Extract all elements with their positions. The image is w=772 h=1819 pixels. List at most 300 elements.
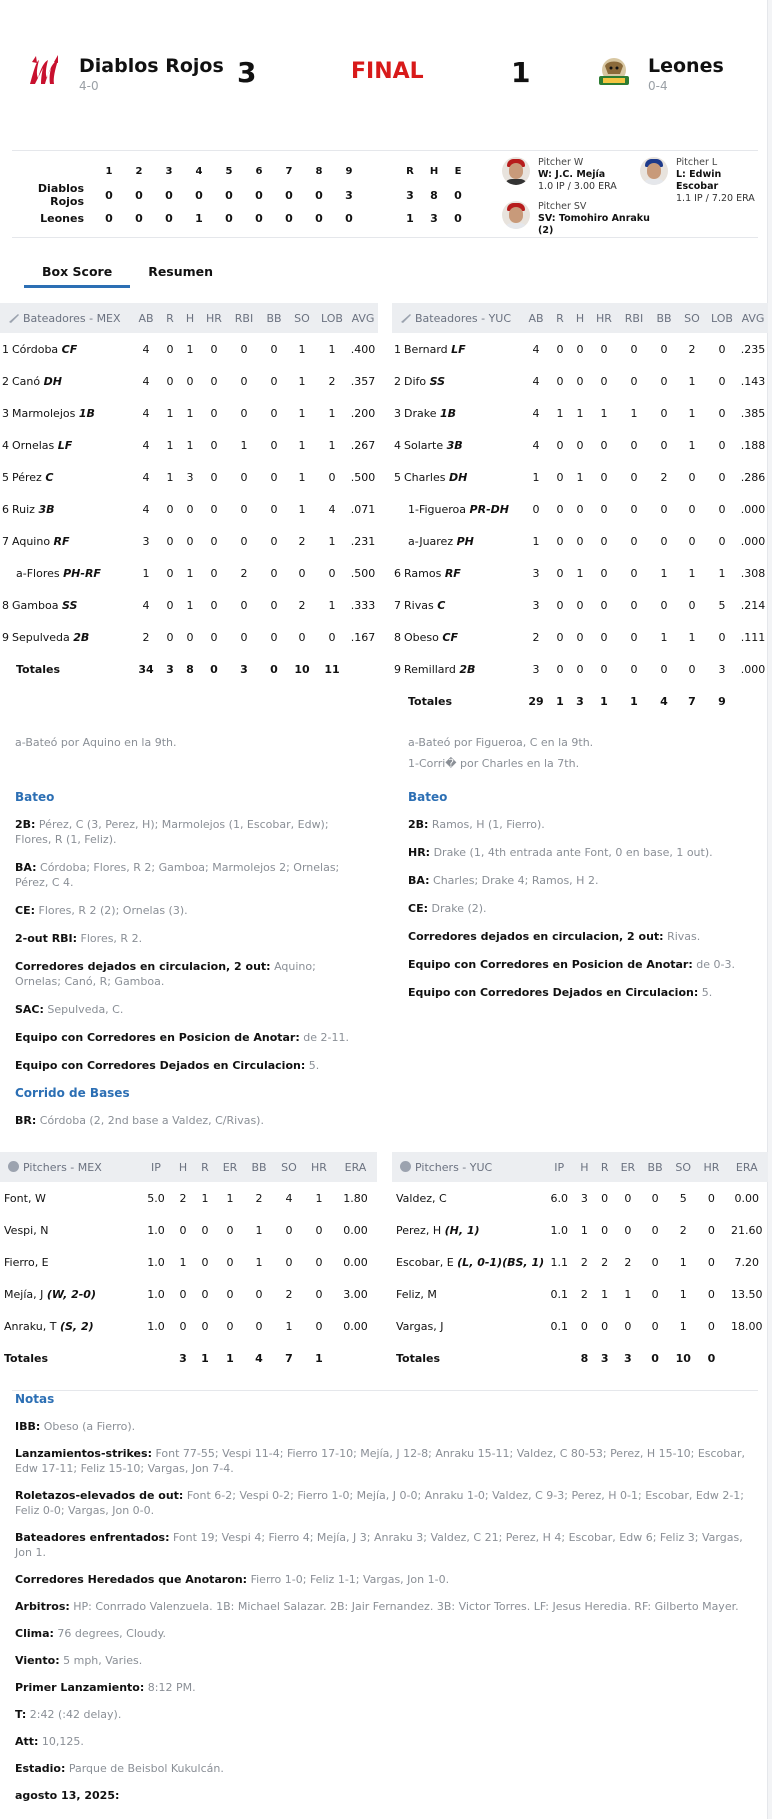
stat-cell: 0 <box>315 1287 323 1301</box>
batting-order: 5 <box>394 470 401 484</box>
linescore-total: 3 <box>406 188 414 202</box>
stat-cell: 0 <box>166 342 174 356</box>
game-note <box>15 1599 755 1614</box>
stat-col-header[interactable]: H <box>570 303 590 333</box>
stat-cell: 0 <box>556 502 564 516</box>
stat-cell: 1 <box>660 630 668 644</box>
batter-name[interactable]: Remillard <box>404 662 460 676</box>
stat-cell: .500 <box>350 470 376 484</box>
pitcher-cell <box>0 1310 140 1342</box>
pitcher-decision: (L, 0-1)(BS, 1) <box>457 1255 545 1269</box>
stat-cell: .188 <box>740 438 766 452</box>
batting-note <box>408 845 753 860</box>
inning-header: 7 <box>285 166 293 177</box>
stat-cell: 0 <box>600 630 608 644</box>
batter-position: 2B <box>459 662 476 676</box>
note-key: Corredores dejados en circulacion, 2 out: <box>15 960 271 973</box>
note-value: 2:42 (:42 delay). <box>26 1708 122 1721</box>
batter-position: SS <box>61 598 78 612</box>
batter-cell <box>392 653 522 685</box>
note-key: SAC: <box>15 1003 44 1016</box>
stat-cell: 0 <box>556 630 564 644</box>
stat-cell: 1.0 <box>147 1319 165 1333</box>
note-key: Estadio: <box>15 1762 66 1775</box>
stat-cell: 0 <box>630 342 638 356</box>
inning-header: 3 <box>165 166 173 177</box>
stat-col-header[interactable]: SO <box>274 1152 304 1182</box>
stat-cell: 0 <box>255 1319 263 1333</box>
batter-name[interactable]: Canó <box>12 374 44 388</box>
stat-col-header[interactable]: AVG <box>738 303 768 333</box>
stat-cell: 1 <box>298 438 306 452</box>
note-value: de 0-3. <box>692 958 735 971</box>
batter-name[interactable]: Marmolejos <box>12 406 79 420</box>
stat-cell: 1 <box>532 470 540 484</box>
batter-name[interactable]: Gamboa <box>12 598 62 612</box>
table-row <box>0 365 378 397</box>
decision-role: Pitcher L <box>676 157 718 168</box>
stat-cell: 0 <box>556 438 564 452</box>
stat-col-header[interactable]: IP <box>140 1152 172 1182</box>
note-key: Arbitros: <box>15 1600 70 1613</box>
stat-cell: .308 <box>740 566 766 580</box>
footnote: 1-Corri� por Charles en la 7th. <box>408 757 580 770</box>
stat-cell: 1 <box>298 406 306 420</box>
stat-cell: 1 <box>255 1255 263 1269</box>
stat-cell: 0 <box>166 534 174 548</box>
totals-label: Totales <box>396 1351 441 1365</box>
decision-line: (2) <box>538 225 554 236</box>
batter-cell <box>392 333 522 365</box>
batter-name[interactable]: a-Flores <box>16 566 64 580</box>
stat-col-header[interactable]: ER <box>615 1152 641 1182</box>
stat-col-header[interactable]: H <box>574 1152 594 1182</box>
stat-cell: 3 <box>532 598 540 612</box>
stat-cell: 0.00 <box>734 1191 760 1205</box>
stat-cell: 0 <box>580 1319 588 1333</box>
stat-cell: 0 <box>718 438 726 452</box>
stat-cell: 0 <box>707 1287 715 1301</box>
pitcher-decision: (H, 1) <box>444 1223 480 1237</box>
linescore-total: 0 <box>454 212 462 225</box>
pitching-table-mex <box>0 1152 377 1374</box>
note-key: Corredores Heredados que Anotaron: <box>15 1573 248 1586</box>
batter-name[interactable]: Ornelas <box>12 438 58 452</box>
note-value: Font 6-2; Vespi 0-2; Fierro 1-0; Mejía, J 0-0; Anraku 1-0; Valdez, C 9-3; Perez, H 0-1; Escobar, Edw 2-1; Feliz 0-0; Vargas, Jon 0-0. <box>15 1489 745 1517</box>
stat-cell: 5 <box>679 1191 687 1205</box>
batting-table-title <box>392 303 522 333</box>
stat-cell: 0 <box>328 470 336 484</box>
game-note <box>15 1707 755 1722</box>
batter-name[interactable]: Sepulveda <box>12 630 74 644</box>
stat-col-header[interactable]: R <box>595 1152 615 1182</box>
stat-cell: 1 <box>600 406 608 420</box>
stat-col-header[interactable]: HR <box>697 1152 725 1182</box>
stat-cell: 0 <box>210 566 218 580</box>
avatar <box>502 157 530 185</box>
stat-cell: 1 <box>580 1223 588 1237</box>
pitcher-cell <box>392 1182 544 1214</box>
note-value: Font 19; Vespi 4; Fierro 4; Mejía, J 3; Anraku 3; Valdez, C 21; Perez, H 4; Escobar, Edw 6; Feliz 3; Vargas, Jon 1. <box>15 1531 743 1559</box>
table-row <box>392 1214 768 1246</box>
stat-cell: 4 <box>328 502 336 516</box>
stat-cell: 1 <box>630 406 638 420</box>
inning-header: 1 <box>105 166 113 177</box>
stat-cell: 0 <box>556 566 564 580</box>
batting-section-title: Bateo <box>408 790 448 804</box>
note-key: Lanzamientos-strikes: <box>15 1447 152 1460</box>
batter-name[interactable]: Ramos <box>404 566 445 580</box>
pitcher-name[interactable]: Fierro, E <box>4 1255 49 1269</box>
note-value: Font 77-55; Vespi 11-4; Fierro 17-10; Mejía, J 12-8; Anraku 15-11; Valdez, C 80-53; Perez, H 15-10; Escobar, Edw 17-11; Feliz 15-10; Vargas, Jon 7-4. <box>15 1447 746 1475</box>
stat-cell: 1 <box>576 470 584 484</box>
home-team-name[interactable]: Diablos Rojos <box>79 55 224 77</box>
batter-position: 3B <box>446 438 463 452</box>
total-cell: 7 <box>285 1351 293 1365</box>
batting-table-mex <box>0 303 378 685</box>
batter-cell <box>392 429 522 461</box>
view-tabs <box>24 262 231 288</box>
baseball-icon <box>400 1161 411 1172</box>
stat-cell: 0 <box>601 1319 609 1333</box>
batting-order: 6 <box>2 502 9 516</box>
stat-col-header[interactable]: HR <box>200 303 228 333</box>
spacer <box>364 161 398 182</box>
stat-cell: 2 <box>298 598 306 612</box>
inning-runs: 0 <box>135 188 143 202</box>
game-note <box>15 1788 755 1803</box>
batting-note <box>408 901 753 916</box>
stat-cell: 0 <box>660 342 668 356</box>
stat-col-header[interactable]: RBI <box>618 303 650 333</box>
avatar <box>640 157 668 185</box>
pitcher-name[interactable]: Valdez, C <box>396 1191 447 1205</box>
note-key: Equipo con Corredores Dejados en Circulacion: <box>408 986 699 999</box>
batting-order: 1 <box>2 342 9 356</box>
stat-cell: 0 <box>600 374 608 388</box>
batter-name[interactable]: Pérez <box>12 470 46 484</box>
stat-cell: 0 <box>600 598 608 612</box>
stat-col-header[interactable]: H <box>180 303 200 333</box>
note-key: IBB: <box>15 1420 41 1433</box>
batting-note <box>15 959 360 989</box>
table-row <box>392 1246 768 1278</box>
table-row <box>392 589 768 621</box>
stat-cell: 0 <box>166 630 174 644</box>
stat-col-header[interactable]: LOB <box>316 303 348 333</box>
batting-order: 8 <box>394 630 401 644</box>
batting-note <box>15 1058 360 1073</box>
pitcher-name[interactable]: Escobar, E <box>396 1255 458 1269</box>
stat-cell: 0.1 <box>550 1287 568 1301</box>
game-note <box>15 1446 755 1476</box>
stat-col-header[interactable]: H <box>172 1152 194 1182</box>
batter-name[interactable]: 1-Figueroa <box>408 502 470 516</box>
stat-col-header[interactable]: AB <box>522 303 550 333</box>
tab-box-score[interactable]: Box Score <box>24 262 130 288</box>
stat-cell: .000 <box>740 534 766 548</box>
stat-cell: 0 <box>660 598 668 612</box>
stat-cell: 0 <box>718 342 726 356</box>
batter-position: 1B <box>78 406 95 420</box>
stat-cell: 3 <box>580 1191 588 1205</box>
batter-name[interactable]: Obeso <box>404 630 443 644</box>
stat-cell: 0 <box>210 630 218 644</box>
game-note <box>15 1761 755 1776</box>
stat-cell: 0 <box>651 1255 659 1269</box>
stat-col-header[interactable]: SO <box>678 303 706 333</box>
stat-cell: 0 <box>718 406 726 420</box>
total-cell: 3 <box>576 694 584 708</box>
stat-col-header[interactable]: AVG <box>348 303 378 333</box>
total-cell: 11 <box>324 662 340 676</box>
stat-cell: 2 <box>688 342 696 356</box>
batter-name[interactable]: a-Juarez <box>408 534 457 548</box>
batter-name[interactable]: Bernard <box>404 342 452 356</box>
stat-cell: 0 <box>270 374 278 388</box>
stat-col-header[interactable]: SO <box>669 1152 697 1182</box>
linescore-team[interactable]: Leones <box>40 212 84 225</box>
batting-title-text: Bateadores - MEX <box>23 311 121 325</box>
stat-col-header[interactable]: IP <box>544 1152 574 1182</box>
stat-cell: 0 <box>601 1223 609 1237</box>
stat-cell: 0 <box>601 1191 609 1205</box>
stat-cell: 2 <box>601 1255 609 1269</box>
batter-name[interactable]: Charles <box>404 470 449 484</box>
stat-cell: 0 <box>285 1223 293 1237</box>
stat-cell: 0 <box>630 502 638 516</box>
stat-cell: 2 <box>298 534 306 548</box>
stat-cell: 2 <box>624 1255 632 1269</box>
stat-cell: 0 <box>201 1287 209 1301</box>
batting-order: 3 <box>2 406 9 420</box>
stat-cell: 0 <box>556 598 564 612</box>
total-cell: 3 <box>166 662 174 676</box>
inning-runs: 0 <box>345 212 353 225</box>
stat-col-header[interactable]: HR <box>590 303 618 333</box>
stat-cell: 0 <box>630 598 638 612</box>
note-key: Bateadores enfrentados: <box>15 1531 170 1544</box>
stat-cell: 0 <box>707 1223 715 1237</box>
stat-col-header[interactable]: BB <box>650 303 678 333</box>
linescore-header <box>12 161 470 182</box>
note-key: Primer Lanzamiento: <box>15 1681 145 1694</box>
game-note <box>15 1419 755 1434</box>
stat-cell: 2 <box>240 566 248 580</box>
batter-name[interactable]: Rivas <box>404 598 438 612</box>
stat-col-header[interactable]: LOB <box>706 303 738 333</box>
stat-cell: 1 <box>576 566 584 580</box>
save-pitcher[interactable] <box>502 201 650 237</box>
inning-runs: 3 <box>345 188 353 202</box>
pitcher-name[interactable]: Font, W <box>4 1191 46 1205</box>
stat-cell: 1 <box>166 470 174 484</box>
errors-header: E <box>454 166 462 177</box>
stat-cell: 1 <box>166 406 174 420</box>
stat-col-header[interactable]: R <box>550 303 570 333</box>
note-key: Equipo con Corredores en Posicion de Anotar: <box>408 958 693 971</box>
stat-cell: 0 <box>210 598 218 612</box>
pitcher-name[interactable]: Vargas, J <box>396 1319 444 1333</box>
stat-cell: 0 <box>707 1319 715 1333</box>
inning-header: 6 <box>255 166 263 177</box>
note-key: Roletazos-elevados de out: <box>15 1489 184 1502</box>
batter-name[interactable]: Drake <box>404 406 440 420</box>
stat-col-header[interactable]: SO <box>288 303 316 333</box>
batter-name[interactable]: Difo <box>404 374 430 388</box>
stat-col-header[interactable]: ERA <box>726 1152 768 1182</box>
pitcher-cell <box>0 1246 140 1278</box>
stat-cell: 0 <box>576 438 584 452</box>
stat-col-header[interactable]: ERA <box>334 1152 377 1182</box>
pitcher-cell <box>392 1246 544 1278</box>
total-cell <box>544 1342 574 1374</box>
stat-cell: 0 <box>328 630 336 644</box>
total-cell: 0 <box>270 662 278 676</box>
stat-cell: 7.20 <box>734 1255 760 1269</box>
stat-cell: 0.00 <box>343 1255 368 1269</box>
stat-cell: 1 <box>624 1287 632 1301</box>
pitcher-name[interactable]: Perez, H <box>396 1223 445 1237</box>
batter-name[interactable]: Aquino <box>12 534 54 548</box>
stat-cell: 1 <box>186 406 194 420</box>
stat-cell: 3 <box>532 662 540 676</box>
table-row <box>0 429 378 461</box>
total-cell <box>140 1342 172 1374</box>
stat-cell: 1 <box>298 470 306 484</box>
decision-pitcher: W: J.C. Mejía <box>538 169 606 180</box>
stat-cell: .231 <box>350 534 376 548</box>
pitching-title-text: Pitchers - YUC <box>415 1160 493 1174</box>
stat-col-header[interactable]: HR <box>304 1152 334 1182</box>
decision-role: Pitcher SV <box>538 201 587 212</box>
stat-cell: .000 <box>740 502 766 516</box>
stat-cell: 1 <box>688 630 696 644</box>
note-key: Att: <box>15 1735 39 1748</box>
stat-cell: 0 <box>624 1191 632 1205</box>
stat-cell: 0 <box>718 534 726 548</box>
stat-cell: 0 <box>210 502 218 516</box>
divider <box>12 1390 758 1391</box>
batting-note <box>408 929 753 944</box>
stat-col-header[interactable]: BB <box>260 303 288 333</box>
game-note <box>15 1734 755 1749</box>
stat-cell: 3 <box>186 470 194 484</box>
batter-position: DH <box>43 374 62 388</box>
stat-cell: 0 <box>600 502 608 516</box>
pitcher-name[interactable]: Vespi, N <box>4 1223 49 1237</box>
stat-cell: 0 <box>315 1223 323 1237</box>
stat-cell: 0 <box>226 1287 234 1301</box>
stat-cell: .111 <box>740 630 766 644</box>
stat-cell: 0 <box>166 502 174 516</box>
linescore-team[interactable]: Diablos Rojos <box>37 182 84 208</box>
stat-col-header[interactable]: BB <box>244 1152 274 1182</box>
stat-cell: 2 <box>660 470 668 484</box>
inning-runs: 0 <box>255 212 263 225</box>
stat-cell: 5 <box>718 598 726 612</box>
stat-cell: 4 <box>142 502 150 516</box>
losing-pitcher[interactable] <box>640 157 758 205</box>
stat-cell: 0 <box>240 406 248 420</box>
total-cell: 1 <box>201 1351 209 1365</box>
note-key: 2-out RBI: <box>15 932 78 945</box>
stat-cell: 1 <box>240 438 248 452</box>
batter-cell <box>392 525 522 557</box>
note-key: 2B: <box>408 818 429 831</box>
pitcher-name[interactable]: Anraku, T <box>4 1319 60 1333</box>
note-key: BA: <box>408 874 430 887</box>
total-cell: 8 <box>186 662 194 676</box>
inning-header: 4 <box>195 166 203 177</box>
stat-col-header[interactable]: RBI <box>228 303 260 333</box>
stat-cell: 0 <box>270 598 278 612</box>
winning-pitcher[interactable] <box>502 157 617 193</box>
batter-name[interactable]: Solarte <box>404 438 447 452</box>
away-team-name[interactable]: Leones <box>648 55 724 77</box>
scrollbar-track[interactable] <box>767 0 772 1819</box>
pitcher-name[interactable]: Mejía, J <box>4 1287 47 1301</box>
note-value: 5 mph, Varies. <box>59 1654 143 1667</box>
tab-resumen[interactable]: Resumen <box>148 264 214 279</box>
table-row <box>392 461 768 493</box>
linescore-row <box>12 182 470 208</box>
stat-cell: 0 <box>270 630 278 644</box>
table-row <box>0 589 378 621</box>
pitcher-name[interactable]: Feliz, M <box>396 1287 437 1301</box>
batter-position: LF <box>57 438 73 452</box>
batting-note <box>15 931 360 946</box>
batter-cell <box>392 621 522 653</box>
stat-cell: 0 <box>651 1191 659 1205</box>
pitcher-decision: (S, 2) <box>59 1319 94 1333</box>
batting-order: 7 <box>2 534 9 548</box>
stat-cell: 1 <box>328 342 336 356</box>
inning-runs: 0 <box>195 188 203 202</box>
stat-cell: 0 <box>201 1223 209 1237</box>
stat-cell: 21.60 <box>731 1223 763 1237</box>
batter-name[interactable]: Córdoba <box>12 342 62 356</box>
table-row <box>0 397 378 429</box>
totals-row <box>392 1342 768 1374</box>
total-cell: 4 <box>255 1351 263 1365</box>
batter-position: PH <box>456 534 474 548</box>
stat-cell: 0 <box>576 342 584 356</box>
note-key: BR: <box>15 1114 37 1127</box>
totals-label <box>392 685 522 717</box>
stat-col-header[interactable]: AB <box>132 303 160 333</box>
stat-cell: 0 <box>210 374 218 388</box>
stat-cell: 0 <box>688 470 696 484</box>
stat-col-header[interactable]: BB <box>641 1152 669 1182</box>
stat-cell: 0 <box>651 1223 659 1237</box>
stat-cell: .167 <box>350 630 376 644</box>
stat-cell: 1 <box>179 1255 187 1269</box>
table-row <box>0 493 378 525</box>
stat-cell: 0 <box>688 662 696 676</box>
batter-position: DH <box>448 470 468 484</box>
stat-col-header[interactable]: R <box>160 303 180 333</box>
inning-header: 2 <box>135 166 143 177</box>
batting-note <box>15 860 360 890</box>
stat-cell: 0 <box>630 470 638 484</box>
batter-name[interactable]: Ruiz <box>12 502 39 516</box>
stat-cell: 2 <box>142 630 150 644</box>
stat-col-header[interactable]: ER <box>216 1152 244 1182</box>
stat-cell: 1 <box>186 342 194 356</box>
stat-col-header[interactable]: R <box>194 1152 216 1182</box>
stat-cell: 4 <box>142 438 150 452</box>
